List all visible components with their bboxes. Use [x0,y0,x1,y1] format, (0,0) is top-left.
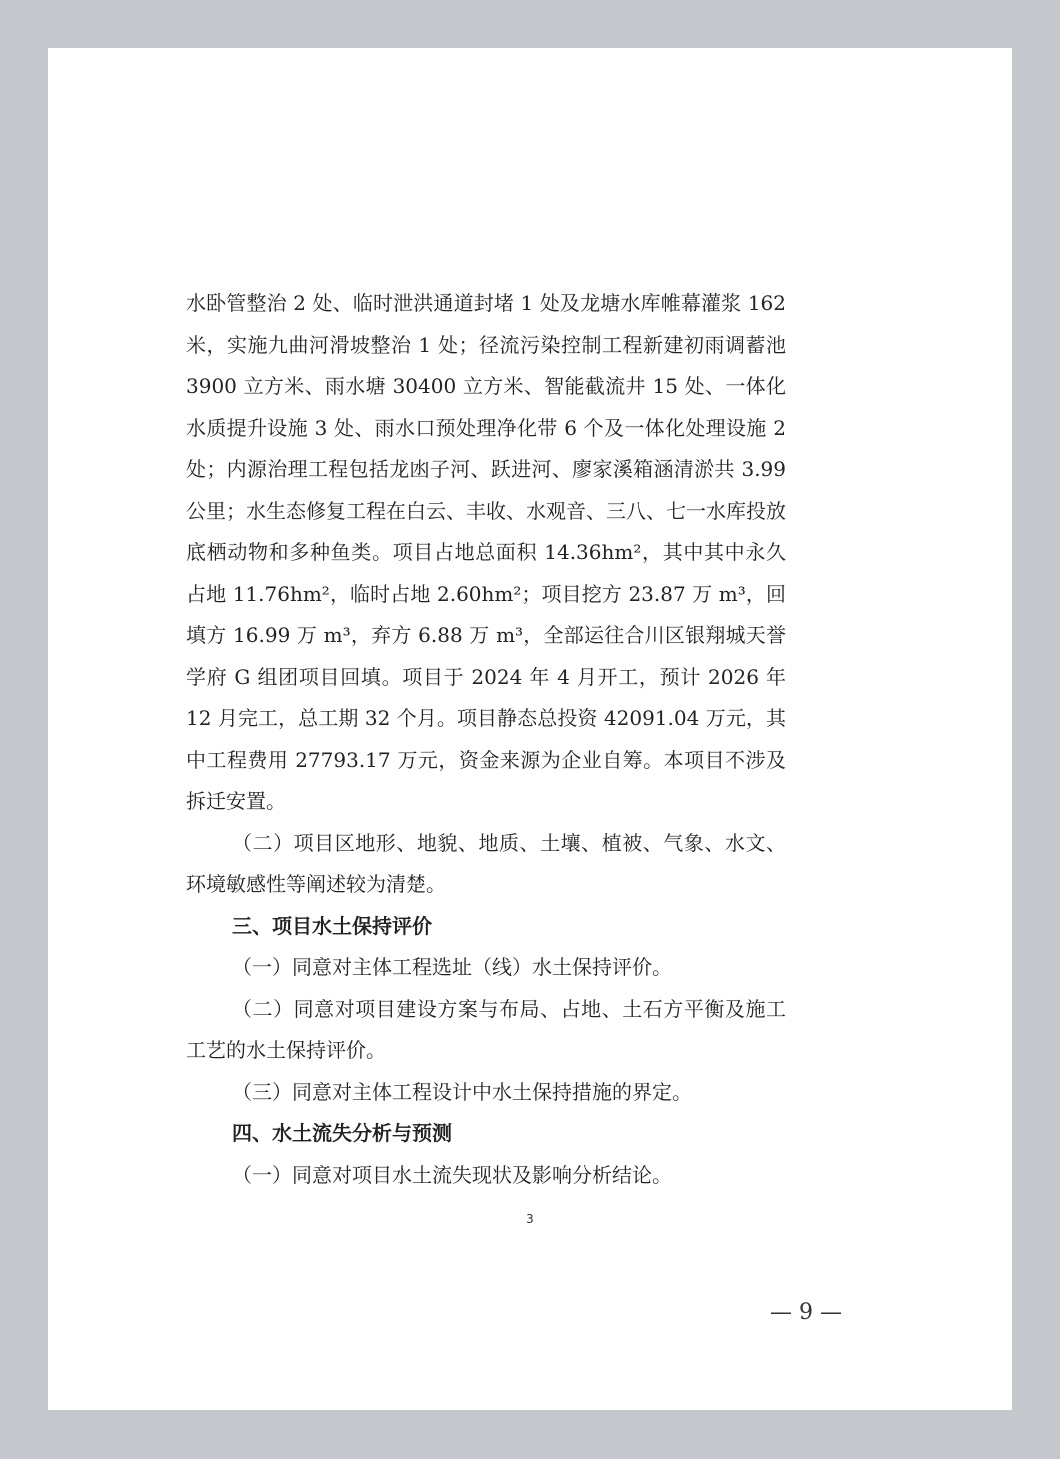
outer-page-number: — 9 — [770,1300,842,1325]
paragraph: （三）同意对主体工程设计中水土保持措施的界定。 [232,1079,692,1104]
inner-page-number: 3 [526,1212,534,1226]
paragraph: （一）同意对项目水土流失现状及影响分析结论。 [232,1162,672,1187]
section-heading: 四、水土流失分析与预测 [232,1121,452,1145]
paragraph-continued: 水卧管整治 2 处、临时泄洪通道封堵 1 处及龙塘水库帷幕灌浆 162 米，实施九曲河滑坡整治 1 处；径流污染控制工程新建初雨调蓄池 3900 立方米、雨水塘 30400 立方米、智能截流井 15 处、一体化水质提升设施 3 处、雨水口预处理净化带 6 个及一体化处理设施 2 处；内源治理工程包括龙凼子河、跃进河、廖家溪箱涵清淤共 3.99 公里；水生态修复工程在白云、丰收、水观音、三八、七一水库投放底栖动物和多种鱼类。项目占地总面积 14.36hm²，其中其中永久占地 11.76hm²，临时占地 2.60hm²；项目挖方 23.87 万 m³，回填方 16.99 万 m³，弃方 6.88 万 m³，全部运往合川区银翔城天誉学府 G 组团项目回填。项目于 2024 年 4 月开工，预计 2026 年 12 月完工，总工期 32 个月。项目静态总投资 42091.04 万元，其中工程费用 27793.17 万元，资金来源为企业自筹。本项目不涉及拆迁安置。 [186,291,786,813]
paragraph: （一）同意对主体工程选址（线）水土保持评价。 [232,955,672,979]
paragraph: （二）项目区地形、地貌、地质、土壤、植被、气象、水文、环境敏感性等阐述较为清楚。 [186,830,786,896]
body-text [186,283,786,1196]
paragraph: （二）同意对项目建设方案与布局、占地、土石方平衡及施工工艺的水土保持评价。 [186,996,786,1062]
section-heading: 三、项目水土保持评价 [232,913,432,938]
